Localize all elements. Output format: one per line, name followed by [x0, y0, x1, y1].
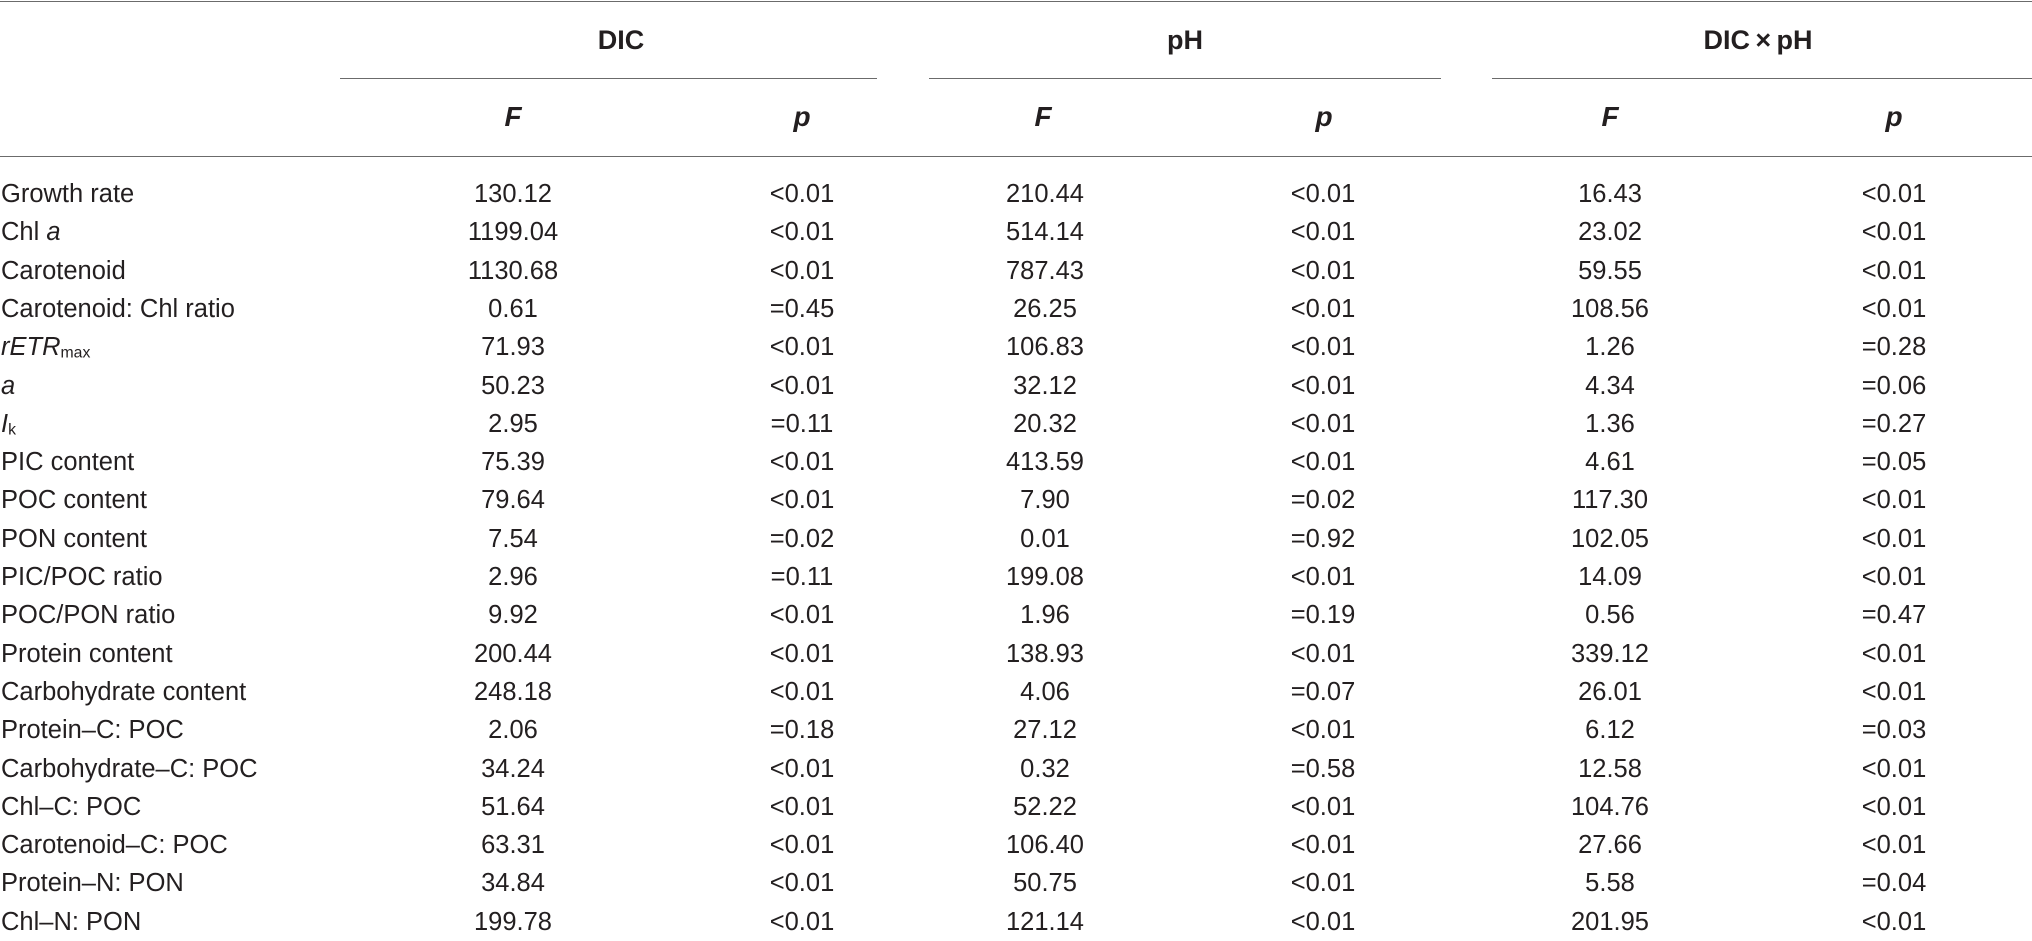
cell-f-dic: 130.12 [474, 180, 552, 208]
cell-p-dic-x-ph: <0.01 [1861, 294, 1927, 323]
cell-f-dic: 9.92 [488, 601, 538, 630]
cell-p-dic-x-ph: <0.01 [1861, 524, 1927, 553]
row-label: $I_k$ [1, 409, 16, 439]
table-row [0, 520, 2032, 558]
cell-f-dic: 1130.68 [467, 256, 559, 285]
cell-f-dic-x-ph: 59.55 [1578, 256, 1642, 285]
cell-f-ph: 26.25 [1013, 294, 1077, 323]
table-row [0, 290, 2032, 328]
cell-p-dic: <0.01 [769, 371, 835, 400]
top-rule [0, 1, 2032, 2]
cell-f-ph: 4.06 [1020, 677, 1070, 706]
row-label: PIC content [1, 448, 135, 477]
cell-p-dic-x-ph: =0.47 [1861, 601, 1927, 630]
cell-p-dic: <0.01 [769, 639, 835, 668]
cell-p-dic-x-ph: <0.01 [1861, 486, 1927, 515]
cell-p-dic-x-ph: <0.01 [1861, 907, 1927, 936]
row-label: POC/PON ratio [1, 601, 176, 630]
subheader-p-dic-x-ph: p [1885, 101, 1903, 132]
cell-f-dic: 0.61 [488, 294, 538, 323]
cell-f-dic: 2.95 [488, 409, 538, 438]
cell-p-dic-x-ph: <0.01 [1861, 831, 1927, 860]
cell-p-dic: <0.01 [769, 218, 835, 247]
group-header-ph: pH [1167, 25, 1203, 55]
cell-p-dic: <0.01 [769, 907, 835, 936]
cell-f-dic-x-ph: 6.12 [1585, 716, 1635, 745]
subheader-f-dic-x-ph: F [1601, 101, 1619, 132]
subheader-p-ph: p [1315, 101, 1333, 132]
table-row [0, 175, 2032, 213]
cell-p-ph: =0.02 [1290, 486, 1356, 515]
cell-f-dic-x-ph: 16.43 [1578, 180, 1642, 208]
cell-f-ph: 138.93 [1006, 639, 1084, 668]
row-label: POC content [1, 486, 147, 515]
cell-p-dic-x-ph: <0.01 [1861, 754, 1927, 783]
cell-p-dic: =0.02 [769, 524, 835, 553]
cell-p-dic-x-ph: =0.04 [1861, 869, 1927, 898]
cell-f-dic: 248.18 [474, 677, 552, 706]
cell-p-dic: =0.18 [769, 716, 835, 745]
table-row [0, 443, 2032, 481]
cell-p-ph: <0.01 [1290, 409, 1356, 438]
cell-f-ph: 106.40 [1006, 831, 1084, 860]
cell-f-dic: 7.54 [488, 524, 538, 553]
cell-p-ph: <0.01 [1290, 256, 1356, 285]
cell-p-ph: <0.01 [1290, 448, 1356, 477]
row-label: Carotenoid: Chl ratio [1, 294, 235, 323]
table-row [0, 558, 2032, 596]
table-row [0, 481, 2032, 519]
cell-p-dic-x-ph: <0.01 [1861, 218, 1927, 247]
cell-f-dic: 200.44 [474, 639, 552, 668]
table-row [0, 750, 2032, 788]
group-underline-dic-x-ph [1492, 78, 2032, 79]
table-row [0, 826, 2032, 864]
cell-f-dic-x-ph: 117.30 [1571, 486, 1649, 515]
cell-p-ph: <0.01 [1290, 907, 1356, 936]
cell-p-dic-x-ph: =0.03 [1861, 716, 1927, 745]
row-label: Protein–N: PON [1, 869, 184, 898]
cell-p-dic-x-ph: <0.01 [1861, 792, 1927, 821]
cell-p-dic: <0.01 [769, 448, 835, 477]
cell-p-dic-x-ph: <0.01 [1861, 256, 1927, 285]
cell-p-dic: <0.01 [769, 754, 835, 783]
row-label: PON content [1, 524, 147, 553]
cell-f-dic-x-ph: 4.34 [1585, 371, 1635, 400]
row-label: Growth rate [1, 180, 135, 208]
table-row [0, 405, 2032, 443]
cell-p-ph: <0.01 [1290, 639, 1356, 668]
cell-p-dic: <0.01 [769, 677, 835, 706]
cell-p-ph: <0.01 [1290, 563, 1356, 591]
cell-f-dic-x-ph: 4.61 [1585, 448, 1635, 477]
table-row [0, 367, 2032, 405]
subheader-p-dic: p [793, 101, 811, 132]
table-row [0, 213, 2032, 251]
cell-p-ph: <0.01 [1290, 180, 1356, 208]
cell-f-dic-x-ph: 0.56 [1585, 601, 1635, 630]
cell-p-dic: <0.01 [769, 256, 835, 285]
cell-p-ph: <0.01 [1290, 218, 1356, 247]
cell-f-dic: 50.23 [481, 371, 545, 400]
cell-f-dic-x-ph: 5.58 [1585, 869, 1635, 898]
table-row [0, 328, 2032, 366]
cell-p-dic-x-ph: <0.01 [1861, 563, 1927, 591]
cell-f-dic: 71.93 [481, 333, 545, 362]
row-label: Protein–C: POC [1, 716, 184, 745]
cell-p-dic: =0.45 [769, 294, 835, 323]
cell-f-dic: 1199.04 [467, 218, 559, 247]
cell-p-ph: =0.92 [1290, 524, 1356, 553]
cell-f-dic: 75.39 [481, 448, 545, 477]
cell-f-dic-x-ph: 339.12 [1571, 639, 1649, 668]
table-row [0, 711, 2032, 749]
cell-f-ph: 50.75 [1013, 869, 1077, 898]
cell-f-ph: 20.32 [1013, 409, 1077, 438]
cell-p-ph: =0.58 [1290, 754, 1356, 783]
row-label: Carbohydrate–C: POC [1, 754, 258, 783]
row-label: Chl–C: POC [1, 792, 142, 821]
cell-p-ph: <0.01 [1290, 831, 1356, 860]
row-label: PIC/POC ratio [1, 563, 163, 591]
cell-f-dic-x-ph: 23.02 [1578, 218, 1642, 247]
cell-f-ph: 52.22 [1013, 792, 1077, 821]
cell-f-dic-x-ph: 108.56 [1571, 294, 1649, 323]
table-row [0, 903, 2032, 941]
cell-p-dic: <0.01 [769, 869, 835, 898]
row-label: rETR$_{max}$ [1, 333, 91, 362]
cell-f-dic-x-ph: 12.58 [1578, 754, 1642, 783]
header-bottom-rule [0, 156, 2032, 157]
cell-f-ph: 7.90 [1020, 486, 1070, 515]
cell-f-dic: 34.84 [481, 869, 545, 898]
cell-f-ph: 1.96 [1020, 601, 1070, 630]
cell-p-dic-x-ph: =0.28 [1861, 333, 1927, 362]
cell-f-ph: 32.12 [1013, 371, 1077, 400]
cell-p-ph: =0.07 [1290, 677, 1356, 706]
cell-f-dic-x-ph: 102.05 [1571, 524, 1649, 553]
cell-p-ph: <0.01 [1290, 716, 1356, 745]
cell-p-dic: =0.11 [770, 563, 834, 591]
cell-p-dic: <0.01 [769, 601, 835, 630]
table-row [0, 596, 2032, 634]
cell-f-dic: 51.64 [481, 792, 545, 821]
cell-f-ph: 27.12 [1013, 716, 1077, 745]
row-label: Carbohydrate content [1, 677, 247, 706]
cell-p-ph: <0.01 [1290, 333, 1356, 362]
row-label: Protein content [1, 639, 173, 668]
cell-f-dic: 199.78 [474, 907, 552, 936]
group-header-dic: DIC [597, 25, 645, 55]
cell-f-ph: 413.59 [1006, 448, 1084, 477]
row-label: Chl a [1, 218, 61, 247]
subheader-f-ph: F [1034, 101, 1052, 132]
table-row [0, 635, 2032, 673]
group-underline-dic [340, 78, 877, 79]
cell-p-dic: <0.01 [769, 792, 835, 821]
cell-p-ph: <0.01 [1290, 869, 1356, 898]
cell-f-dic: 34.24 [481, 754, 545, 783]
table-row [0, 864, 2032, 902]
subheader-f-dic: F [504, 101, 522, 132]
group-header-dic-x-ph: DIC × pH [1703, 25, 1813, 55]
cell-f-dic: 79.64 [481, 486, 545, 515]
cell-p-dic-x-ph: =0.05 [1861, 448, 1927, 477]
cell-p-dic: <0.01 [769, 831, 835, 860]
cell-f-dic-x-ph: 201.95 [1571, 907, 1649, 936]
cell-p-dic: <0.01 [769, 180, 835, 208]
cell-f-dic-x-ph: 104.76 [1571, 792, 1649, 821]
group-underline-ph [929, 78, 1441, 79]
cell-p-dic: <0.01 [769, 486, 835, 515]
cell-f-dic: 2.06 [488, 716, 538, 745]
cell-f-ph: 514.14 [1006, 218, 1084, 247]
row-label: a [1, 371, 16, 400]
cell-p-ph: =0.19 [1290, 601, 1356, 630]
cell-f-ph: 199.08 [1006, 563, 1084, 591]
cell-f-ph: 210.44 [1006, 180, 1084, 208]
row-label: Carotenoid [1, 256, 126, 285]
cell-f-dic-x-ph: 27.66 [1578, 831, 1642, 860]
cell-p-ph: <0.01 [1290, 792, 1356, 821]
cell-f-ph: 106.83 [1006, 333, 1084, 362]
cell-f-dic-x-ph: 14.09 [1578, 563, 1642, 591]
cell-f-ph: 787.43 [1006, 256, 1084, 285]
cell-f-dic-x-ph: 1.36 [1585, 409, 1635, 438]
cell-p-ph: <0.01 [1290, 294, 1356, 323]
cell-p-dic-x-ph: =0.27 [1861, 409, 1927, 438]
cell-p-dic: <0.01 [769, 333, 835, 362]
cell-f-ph: 121.14 [1006, 907, 1084, 936]
cell-f-ph: 0.32 [1020, 754, 1070, 783]
cell-f-dic: 2.96 [488, 563, 538, 591]
table-row [0, 788, 2032, 826]
cell-p-dic-x-ph: =0.06 [1861, 371, 1927, 400]
table-row [0, 673, 2032, 711]
table-row [0, 252, 2032, 290]
cell-f-dic-x-ph: 1.26 [1585, 333, 1635, 362]
cell-f-dic: 63.31 [481, 831, 545, 860]
cell-p-dic: =0.11 [770, 409, 834, 438]
row-label: Chl–N: PON [1, 907, 142, 936]
cell-p-dic-x-ph: <0.01 [1861, 180, 1927, 208]
cell-f-ph: 0.01 [1020, 524, 1070, 553]
row-label: Carotenoid–C: POC [1, 831, 228, 860]
cell-f-dic-x-ph: 26.01 [1578, 677, 1642, 706]
cell-p-ph: <0.01 [1290, 371, 1356, 400]
cell-p-dic-x-ph: <0.01 [1861, 677, 1927, 706]
cell-p-dic-x-ph: <0.01 [1861, 639, 1927, 668]
